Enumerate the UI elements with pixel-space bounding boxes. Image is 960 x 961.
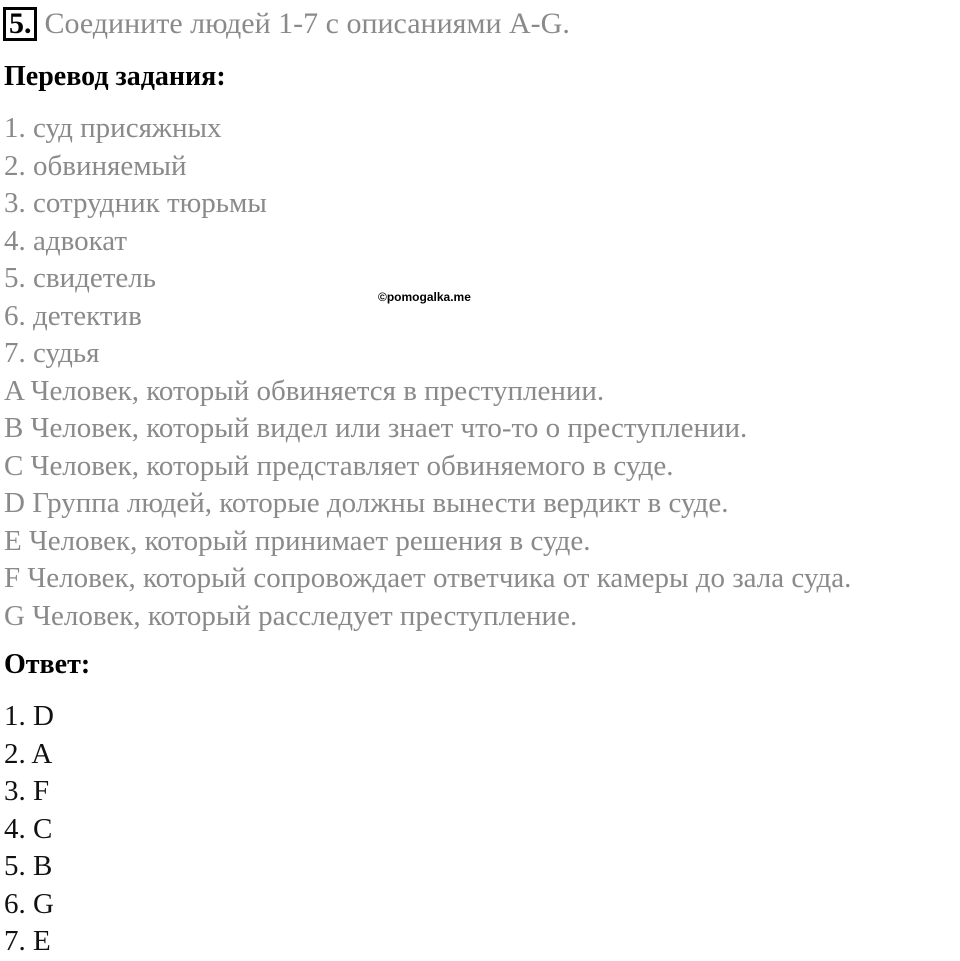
answer-item: 4. C — [4, 812, 53, 845]
description-item: E Человек, который принимает решения в суде. — [4, 524, 591, 557]
description-item: D Группа людей, которые должны вынести вердикт в суде. — [4, 487, 729, 519]
answer-item: 7. E — [4, 925, 51, 957]
task-text: Соедините людей 1-7 с описаниями A-G. — [44, 7, 570, 40]
description-item: G Человек, который расследует преступление. — [4, 599, 578, 632]
translation-list — [4, 110, 851, 635]
answer-item: 5. B — [4, 850, 53, 882]
description-item: C Человек, который представляет обвиняемого в суде. — [4, 449, 674, 482]
description-item: A Человек, который обвиняется в преступлении. — [4, 374, 605, 407]
translation-item: 7. судья — [4, 337, 100, 369]
answer-item: 3. F — [4, 775, 50, 807]
translation-item: 1. суд присяжных — [4, 112, 222, 144]
answer-item: 1. D — [4, 700, 54, 732]
translation-item: 4. адвокат — [4, 224, 128, 257]
translation-title: Перевод задания: — [4, 61, 226, 92]
answer-list — [4, 698, 54, 961]
task-number: 5. — [3, 7, 37, 41]
answer-item: 2. A — [4, 737, 53, 770]
description-item: F Человек, который сопровождает ответчика от камеры до зала суда. — [4, 562, 852, 594]
translation-item: 3. сотрудник тюрьмы — [4, 187, 267, 219]
answer-item: 6. G — [4, 887, 54, 920]
translation-item: 6. детектив — [4, 299, 142, 332]
answer-title: Ответ: — [4, 649, 91, 680]
watermark: ©pomogalka.me — [378, 290, 471, 304]
task-header — [3, 6, 570, 42]
translation-item: 5. свидетель — [4, 262, 156, 294]
description-item: B Человек, который видел или знает что-то о преступлении. — [4, 412, 748, 444]
translation-item: 2. обвиняемый — [4, 149, 187, 182]
